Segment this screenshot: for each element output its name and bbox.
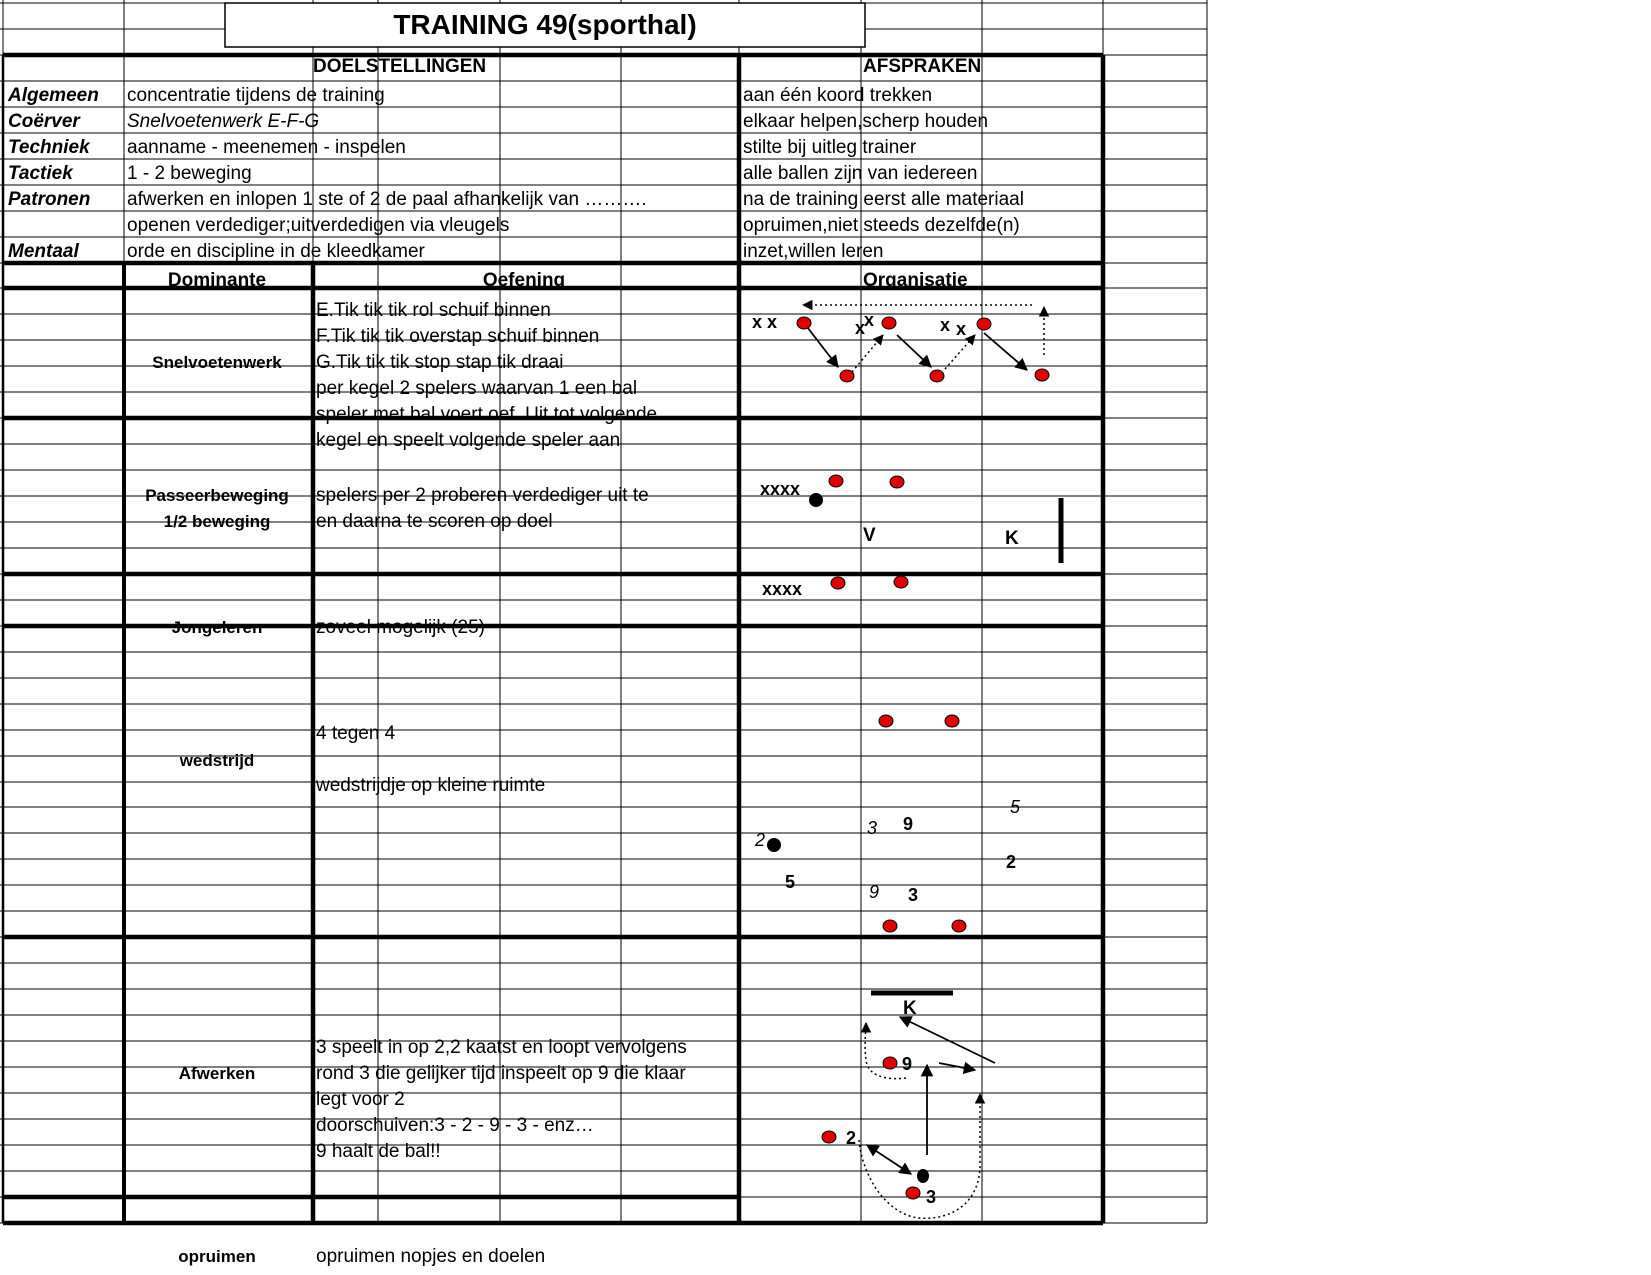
objective-label: Mentaal — [8, 241, 79, 262]
objective-label: Tactiek — [8, 163, 73, 184]
cone — [977, 318, 991, 330]
player-number: 9 — [869, 882, 880, 902]
objective-label: Patronen — [8, 189, 91, 210]
page-title: TRAINING 49(sporthal) — [393, 9, 697, 40]
player-number: 5 — [1010, 797, 1021, 817]
cone — [829, 475, 843, 487]
cone — [831, 577, 845, 589]
exercise-line: speler met bal voert oef. Uit tot volgende — [316, 404, 658, 425]
dominante-passeerbeweging: Passeerbeweging — [145, 486, 289, 505]
exercise-line: 9 haalt de bal!! — [316, 1141, 441, 1162]
exercise-line: doorschuiven:3 - 2 - 9 - 3 - enz… — [316, 1115, 594, 1136]
objective-agreement: inzet,willen leren — [743, 241, 884, 262]
dominante-afwerken: Afwerken — [178, 1064, 256, 1083]
column-oefening: Oefening — [482, 270, 566, 291]
cone — [822, 1131, 836, 1143]
player-number: 3 — [908, 885, 919, 905]
cone — [879, 715, 893, 727]
player-mark: x — [864, 310, 875, 330]
player-marks: x x — [752, 312, 778, 332]
player-number: 2 — [755, 830, 766, 850]
player-mark: x — [956, 319, 967, 339]
ball — [767, 838, 781, 852]
exercise-line: zoveel mogelijk (25) — [316, 617, 485, 638]
player-number: 2 — [846, 1128, 857, 1148]
keeper-label: K — [1005, 528, 1019, 549]
cone — [882, 317, 896, 329]
dominante-jongeleren: Jongeleren — [171, 618, 263, 637]
player-mark: x — [940, 315, 951, 335]
cone — [945, 715, 959, 727]
objective-agreement: alle ballen zijn van iedereen — [743, 163, 978, 184]
objective-label: Algemeen — [8, 85, 99, 106]
objective-agreement: aan één koord trekken — [743, 85, 933, 106]
player-number: 3 — [867, 818, 878, 838]
dominante-half-beweging: 1/2 beweging — [163, 512, 271, 531]
keeper-label: K — [903, 998, 917, 1019]
cone — [1035, 369, 1049, 381]
exercise-line: rond 3 die gelijker tijd inspeelt op 9 die klaar — [316, 1063, 686, 1084]
cone — [894, 576, 908, 588]
exercise-line: wedstrijdje op kleine ruimte — [316, 775, 546, 796]
cone — [930, 370, 944, 382]
objective-agreement: opruimen,niet steeds dezelfde(n) — [743, 215, 1020, 236]
cone — [906, 1187, 920, 1199]
diagram-wedstrijd — [754, 715, 1021, 932]
header-doelstellingen: DOELSTELLINGEN — [313, 56, 487, 77]
exercise-line: opruimen nopjes en doelen — [316, 1246, 546, 1267]
cone — [883, 920, 897, 932]
player-number: 3 — [926, 1187, 937, 1207]
ball — [917, 1169, 929, 1183]
objective-label: Coërver — [8, 111, 80, 132]
dominante-snelvoetenwerk: Snelvoetenwerk — [152, 353, 282, 372]
cone — [883, 1057, 897, 1069]
diagram-afwerken — [822, 993, 995, 1218]
cone — [952, 920, 966, 932]
exercise-line: kegel en speelt volgende speler aan — [316, 430, 621, 451]
exercise-line: legt voor 2 — [316, 1089, 405, 1110]
player-number: 9 — [903, 814, 914, 834]
column-dominante: Dominante — [167, 270, 267, 291]
objective-agreement: na de training eerst alle materiaal — [743, 189, 1024, 210]
objective-label: Techniek — [8, 137, 90, 158]
dominante-wedstrijd: wedstrijd — [179, 751, 255, 770]
objective-goal: concentratie tijdens de training — [127, 85, 385, 106]
header-afspraken: AFSPRAKEN — [863, 56, 982, 77]
objective-goal: Snelvoetenwerk E-F-G — [127, 111, 320, 132]
objective-goal: orde en discipline in de kleedkamer — [127, 241, 425, 262]
objective-goal: openen verdediger;uitverdedigen via vleugels — [127, 215, 510, 236]
player-number: 2 — [1006, 852, 1017, 872]
player-number: 5 — [785, 872, 796, 892]
player-number: 9 — [902, 1054, 913, 1074]
exercise-line: per kegel 2 spelers waarvan 1 een bal — [316, 378, 638, 399]
exercise-line: G.Tik tik tik stop stap tik draai — [316, 352, 564, 373]
exercise-line: E.Tik tik tik rol schuif binnen — [316, 300, 551, 321]
objective-goal: afwerken en inlopen 1 ste of 2 de paal afhankelijk van ………. — [127, 189, 647, 210]
ball — [809, 493, 823, 507]
defender-label: V — [863, 525, 876, 546]
objective-agreement: elkaar helpen,scherp houden — [743, 111, 989, 132]
objective-goal: 1 - 2 beweging — [127, 163, 252, 184]
player-group: xxxx — [762, 579, 803, 599]
exercise-line: F.Tik tik tik overstap schuif binnen — [316, 326, 600, 347]
exercise-line: 3 speelt in op 2,2 kaatst en loopt vervolgens — [316, 1037, 687, 1058]
cone — [840, 370, 854, 382]
player-mark: x — [855, 318, 866, 338]
diagram-passeerbeweging — [760, 475, 1061, 599]
exercise-line: spelers per 2 proberen verdediger uit te — [316, 485, 649, 506]
objective-goal: aanname - meenemen - inspelen — [127, 137, 406, 158]
objective-agreement: stilte bij uitleg trainer — [743, 137, 917, 158]
column-organisatie: Organisatie — [863, 270, 968, 291]
exercise-line: en daarna te scoren op doel — [316, 511, 553, 532]
diagram-snelvoetenwerk — [752, 305, 1049, 382]
player-group: xxxx — [760, 479, 801, 499]
cone — [797, 317, 811, 329]
dominante-opruimen: opruimen — [178, 1247, 256, 1266]
cone — [890, 476, 904, 488]
exercise-line: 4 tegen 4 — [316, 723, 396, 744]
